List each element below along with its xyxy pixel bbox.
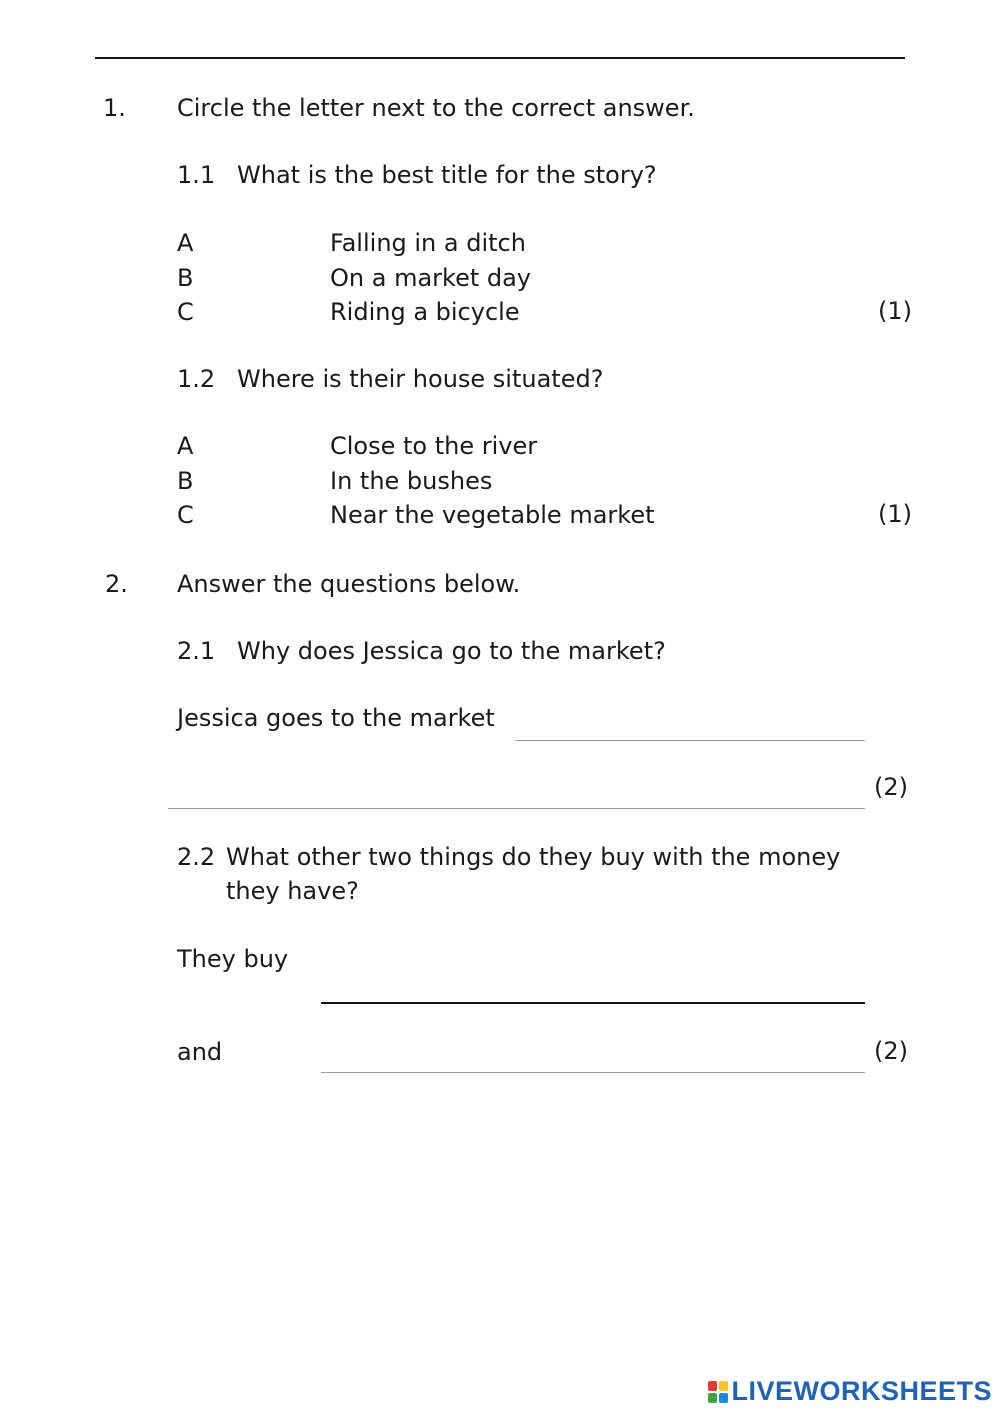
q2-1-number: 2.1 xyxy=(177,637,216,665)
q1-2-question: Where is their house situated? xyxy=(237,365,604,393)
q2-1-answer-line-1[interactable] xyxy=(515,740,865,741)
logo-square-green xyxy=(708,1393,717,1403)
q2-1-answer-prompt: Jessica goes to the market xyxy=(177,704,495,732)
q2-2-number: 2.2 xyxy=(177,843,216,871)
option-letter[interactable]: A xyxy=(177,432,194,460)
option-text: In the bushes xyxy=(330,467,493,495)
q1-2-marks: (1) xyxy=(878,500,912,528)
liveworksheets-icon xyxy=(708,1381,728,1403)
q2-instruction: Answer the questions below. xyxy=(177,570,521,598)
q1-2-number: 1.2 xyxy=(177,365,216,393)
q2-2-question-line-2: they have? xyxy=(226,877,359,905)
option-text: Near the vegetable market xyxy=(330,501,655,529)
top-rule xyxy=(95,57,905,59)
q2-1-answer-line-2[interactable] xyxy=(168,808,865,809)
q2-2-answer-prompt-1: They buy xyxy=(177,945,289,973)
q1-1-question: What is the best title for the story? xyxy=(237,161,657,189)
q2-number: 2. xyxy=(105,570,128,598)
q1-number: 1. xyxy=(103,94,126,122)
liveworksheets-wordmark: LIVEWORKSHEETS xyxy=(731,1376,992,1406)
q2-2-marks: (2) xyxy=(874,1037,908,1065)
option-letter[interactable]: C xyxy=(177,501,194,529)
q2-2-question-line-1: What other two things do they buy with the money xyxy=(226,843,841,871)
q2-1-marks: (2) xyxy=(874,773,908,801)
logo-square-red xyxy=(708,1381,717,1391)
q1-1-marks: (1) xyxy=(878,297,912,325)
logo-square-yellow xyxy=(719,1381,728,1391)
option-text: On a market day xyxy=(330,264,532,292)
q2-1-question: Why does Jessica go to the market? xyxy=(237,637,666,665)
logo-square-blue xyxy=(719,1393,728,1403)
option-letter[interactable]: C xyxy=(177,298,194,326)
option-letter[interactable]: B xyxy=(177,467,194,495)
option-text: Falling in a ditch xyxy=(330,229,526,257)
q1-1-number: 1.1 xyxy=(177,161,216,189)
q2-2-answer-prompt-2: and xyxy=(177,1038,223,1066)
option-text: Riding a bicycle xyxy=(330,298,520,326)
liveworksheets-logo xyxy=(708,1376,992,1407)
q2-2-answer-line-1[interactable] xyxy=(321,1002,865,1004)
option-letter[interactable]: A xyxy=(177,229,194,257)
q1-instruction: Circle the letter next to the correct answer. xyxy=(177,94,695,122)
option-text: Close to the river xyxy=(330,432,538,460)
q2-2-answer-line-2[interactable] xyxy=(321,1072,865,1073)
option-letter[interactable]: B xyxy=(177,264,194,292)
